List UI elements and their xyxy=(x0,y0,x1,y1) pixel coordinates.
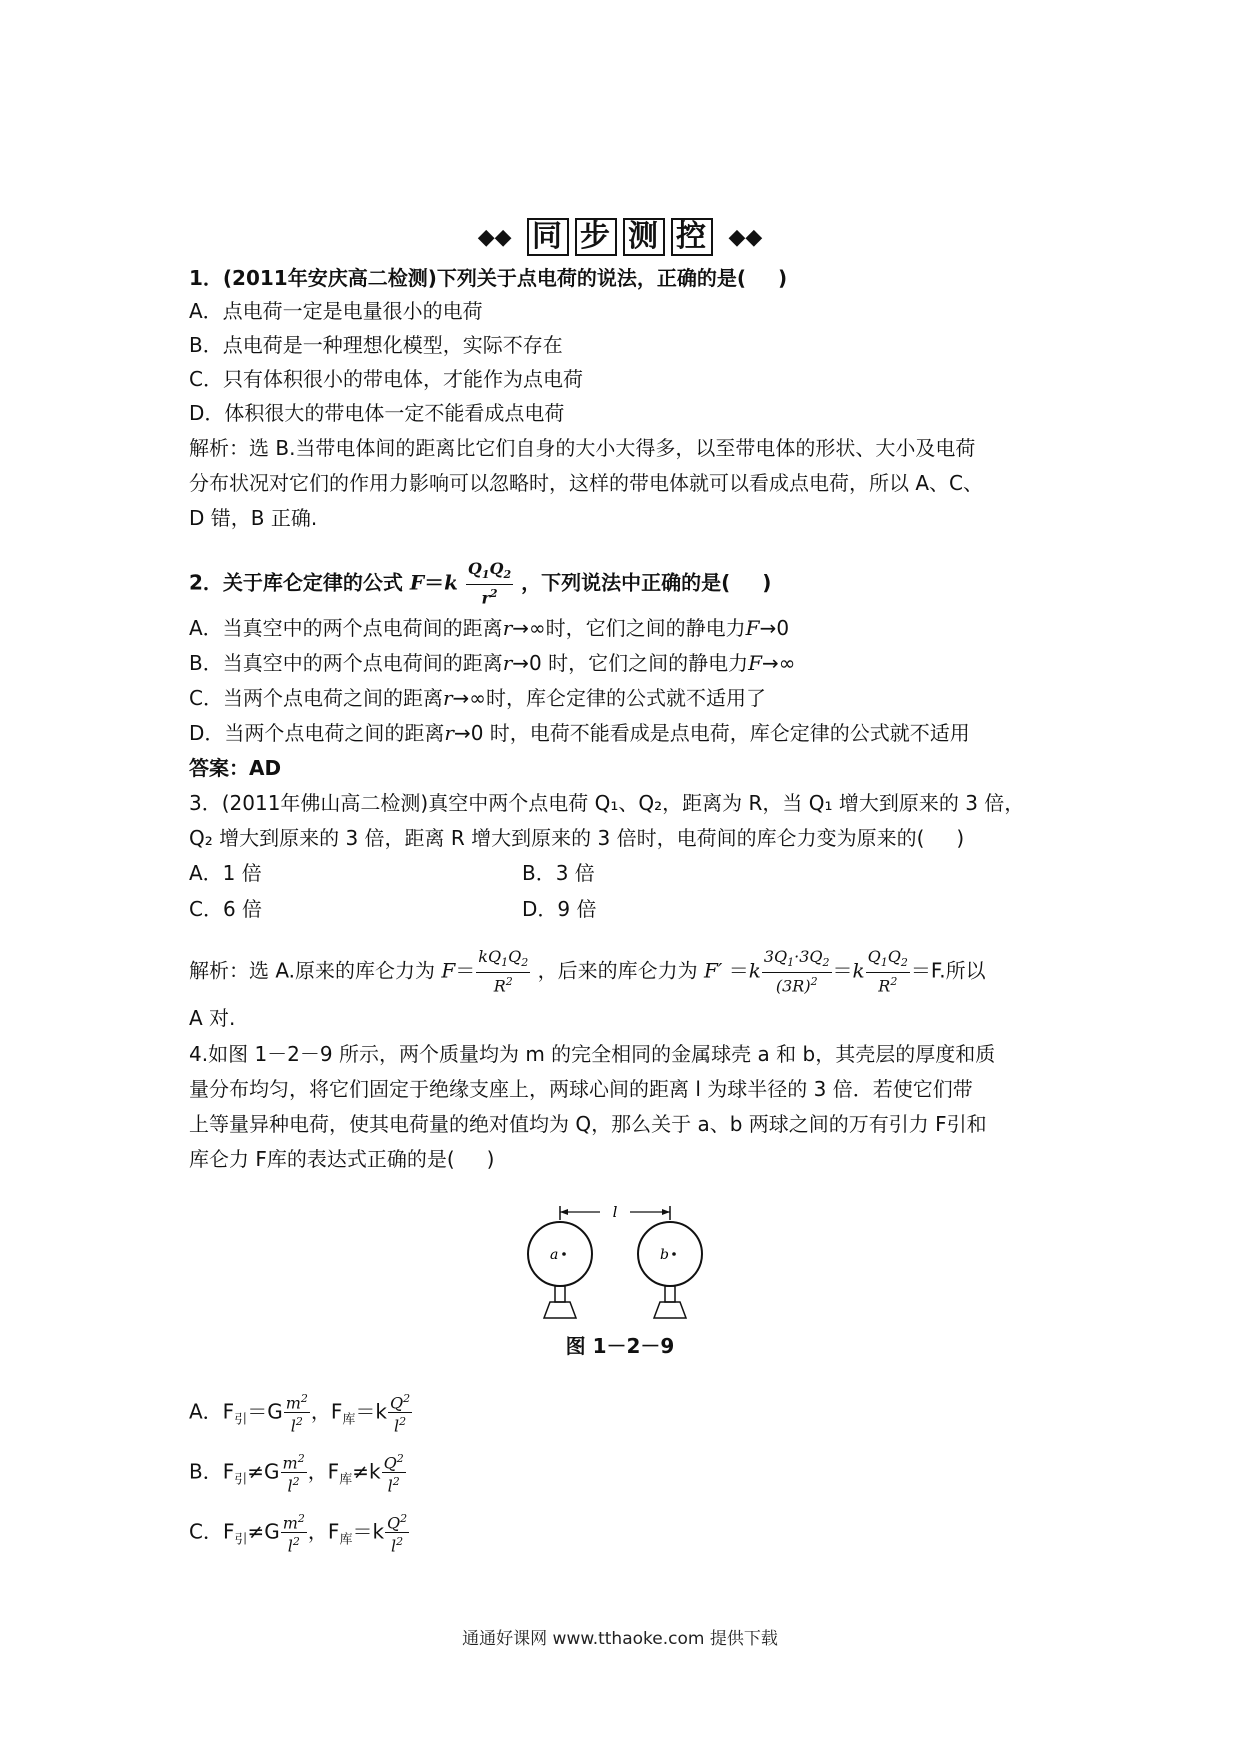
footer-credit: 通通好课网 www.tthaoke.com 提供下载 xyxy=(462,1629,778,1649)
q1-analysis-line: 解析：选 B.当带电体间的距离比它们自身的大小大得多，以至带电体的形状、大小及电荷 xyxy=(189,436,976,460)
q2-option-b: B．当真空中的两个点电荷间的距离r→0 时，它们之间的静电力F→∞ xyxy=(189,651,796,675)
diamond-icon: ◆◆ xyxy=(728,225,763,250)
banner-char: 步 xyxy=(575,218,617,256)
diamond-icon: ◆◆ xyxy=(477,225,512,250)
banner-char: 控 xyxy=(671,218,713,256)
q3-option-d: D．9 倍 xyxy=(522,897,597,921)
q4-option-a: A．$F_引=G$ $\frac{m^2}{l^2}$ ，$F_库=k$ $\frac{Q^2}{l^2}$ xyxy=(189,1392,411,1436)
label-l: l xyxy=(612,1203,618,1221)
section-banner xyxy=(0,218,1240,256)
q1-analysis-line: 分布状况对它们的作用力影响可以忽略时，这样的带电体就可以看成点电荷，所以 A、C、 xyxy=(189,471,984,495)
q4-option-b: B．$F_引\ne G$ $\frac{m^2}{l^2}$ ，$F_库\ne k$ $\frac{Q^2}{l^2}$ xyxy=(189,1452,404,1496)
q2-answer: 答案：AD xyxy=(189,756,282,780)
figure-caption: 图 1－2－9 xyxy=(565,1334,675,1358)
q1-option-d: D．体积很大的带电体一定不能看成点电荷 xyxy=(189,401,565,425)
q3-stem-line: 3．(2011年佛山高二检测)真空中两个点电荷 Q₁、Q₂，距离为 R，当 Q₁ 增大到原来的 3 倍， xyxy=(189,791,1025,815)
banner-char: 测 xyxy=(623,218,665,256)
label-b: b xyxy=(660,1247,669,1263)
q4-stem-line: 4.如图 1－2－9 所示，两个质量均为 m 的完全相同的金属球壳 a 和 b，其壳层的厚度和质 xyxy=(189,1042,996,1066)
q1-analysis-line: D 错，B 正确. xyxy=(189,506,318,530)
q3-analysis-line2: A 对. xyxy=(189,1006,236,1030)
q2-option-d: D．当两个点电荷之间的距离r→0 时，电荷不能看成是点电荷，库仑定律的公式就不适用 xyxy=(189,721,970,745)
q4-stem-line: 上等量异种电荷，使其电荷量的绝对值均为 Q，那么关于 a、b 两球之间的万有引力 F引和 xyxy=(189,1112,987,1136)
q3-option-a: A．1 倍 xyxy=(189,861,262,885)
q4-stem-line: 量分布均匀，将它们固定于绝缘支座上，两球心间的距离 l 为球半径的 3 倍．若使它们带 xyxy=(189,1077,973,1101)
q1-option-a: A．点电荷一定是电量很小的电荷 xyxy=(189,299,483,323)
q2-option-c: C．当两个点电荷之间的距离r→∞时，库仑定律的公式就不适用了 xyxy=(189,686,766,710)
coulomb-formula-fraction: $\frac{Q_1Q_2}{r^2}$ xyxy=(467,559,512,608)
figure-two-spheres xyxy=(520,1196,720,1326)
q3-analysis: 解析：选 A.原来的库仑力为 F＝ $\frac{kQ_1Q_2}{R^2}$ ，后来的库仑力为 F′ ＝k $\frac{3Q_1\cdot 3Q_2}{(3R)^2}$ ＝k $\frac{Q_1Q_2}{R^2}$ ＝F.所以 xyxy=(189,947,986,996)
q3-option-b: B．3 倍 xyxy=(522,861,595,885)
q2-option-a: A．当真空中的两个点电荷间的距离r→∞时，它们之间的静电力F→0 xyxy=(189,616,790,640)
banner-char: 同 xyxy=(527,218,569,256)
sphere-a xyxy=(528,1222,592,1286)
q4-option-c: C．$F_引\ne G$ $\frac{m^2}{l^2}$ ，$F_库=k$ $\frac{Q^2}{l^2}$ xyxy=(189,1512,408,1556)
q1-stem: 1．(2011年安庆高二检测)下列关于点电荷的说法，正确的是( ) xyxy=(189,266,788,290)
q1-option-c: C．只有体积很小的带电体，才能作为点电荷 xyxy=(189,367,583,391)
q4-stem-line: 库仑力 F库的表达式正确的是( ) xyxy=(189,1147,495,1171)
q2-stem: 2．关于库仑定律的公式 F＝k $\frac{Q_1Q_2}{r^2}$ ，下列说法中正确的是( ) xyxy=(189,559,772,608)
q1-option-b: B．点电荷是一种理想化模型，实际不存在 xyxy=(189,333,563,357)
sphere-b xyxy=(638,1222,702,1286)
label-a: a xyxy=(550,1247,559,1263)
q3-option-c: C．6 倍 xyxy=(189,897,263,921)
q3-stem-line: Q₂ 增大到原来的 3 倍，距离 R 增大到原来的 3 倍时，电荷间的库仑力变为原来的( ) xyxy=(189,826,965,850)
